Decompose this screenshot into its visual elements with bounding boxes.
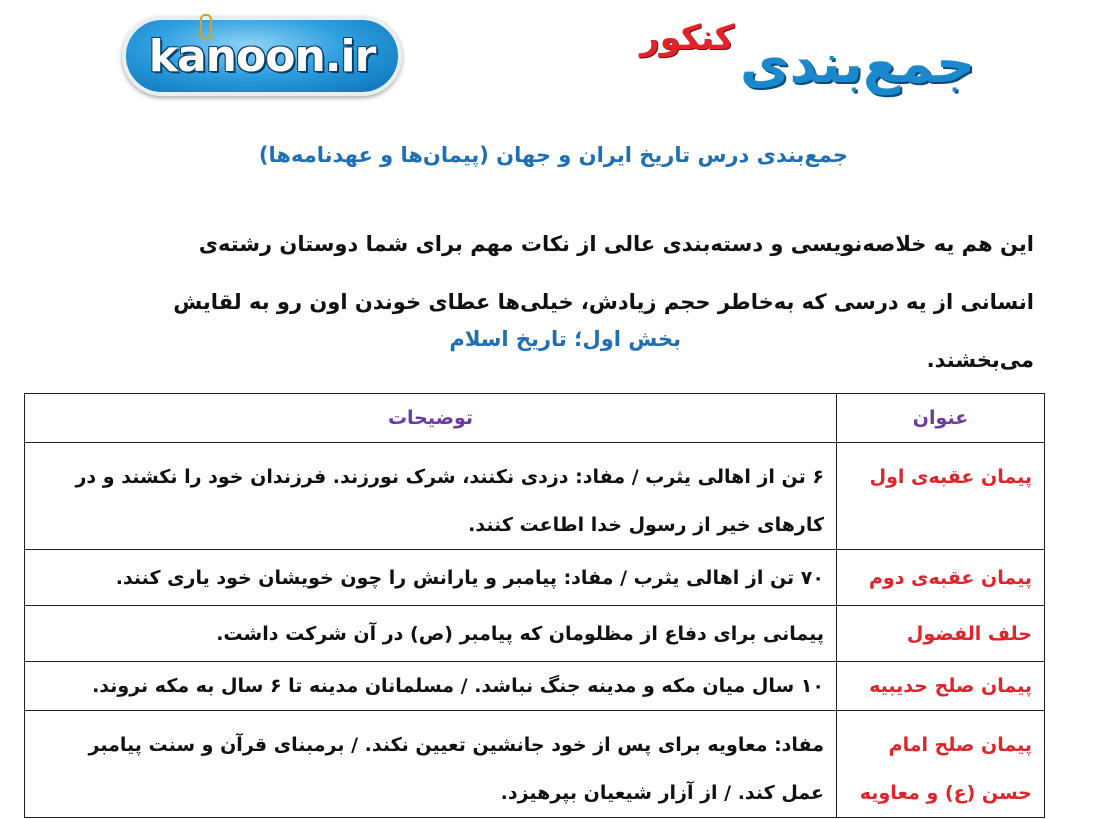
table-row — [25, 606, 1045, 662]
table-row — [25, 443, 1045, 550]
row-description: مفاد: معاویه برای پس از خود جانشین تعیین نکند. / برمبنای قرآن و سنت پیامبر عمل کند. / از آزار شیعیان بپرهیزد. — [25, 711, 837, 818]
logo-main-text: جمع‌بندی — [739, 32, 975, 95]
row-description: ۶ تن از اهالی یثرب / مفاد: دزدی نکنند، شرک نورزند. فرزندان خود را نکشند و در کارهای خیر از رسول خدا اطاعت کنند. — [25, 443, 837, 550]
row-description: پیمانی برای دفاع از مظلومان که پیامبر (ص) در آن شرکت داشت. — [25, 606, 837, 662]
row-title: پیمان صلح امام حسن (ع) و معاویه — [837, 711, 1045, 818]
row-title: پیمان عقبه‌ی اول — [837, 443, 1045, 550]
logo-accent-text: کنکور — [640, 18, 735, 58]
section-title: بخش اول؛ تاریخ اسلام — [449, 327, 681, 351]
treaties-table — [24, 393, 1045, 818]
header-title: عنوان — [837, 394, 1045, 443]
table-header-row — [25, 394, 1045, 443]
header-description: توضیحات — [25, 394, 837, 443]
paperclip-icon — [200, 14, 212, 40]
row-title: پیمان صلح حدیبیه — [837, 662, 1045, 711]
row-title: حلف الفضول — [837, 606, 1045, 662]
kanoon-logo-text: kanoon.ir — [148, 30, 376, 82]
kanoon-logo — [122, 16, 402, 96]
intro-paragraph: این هم یه خلاصه‌نویسی و دسته‌بندی عالی از نکات مهم برای شما دوستان رشته‌ی انسانی از یه درسی که به‌خاطر حجم زیادش، خیلی‌ها عطای خوندن اون رو به لقایش می‌بخشند. — [173, 232, 1034, 372]
document-title: جمع‌بندی درس تاریخ ایران و جهان (پیمان‌ها و عهدنامه‌ها) — [258, 143, 848, 167]
table-row — [25, 662, 1045, 711]
row-description: ۷۰ تن از اهالی یثرب / مفاد: پیامبر و یارانش را چون خویشان خود یاری کنند. — [25, 550, 837, 606]
row-title: پیمان عقبه‌ی دوم — [837, 550, 1045, 606]
table-row — [25, 550, 1045, 606]
row-description: ۱۰ سال میان مکه و مدینه جنگ نباشد. / مسلمانان مدینه تا ۶ سال به مکه نروند. — [25, 662, 837, 711]
table-row — [25, 711, 1045, 818]
jambandi-konkur-logo — [640, 14, 985, 104]
